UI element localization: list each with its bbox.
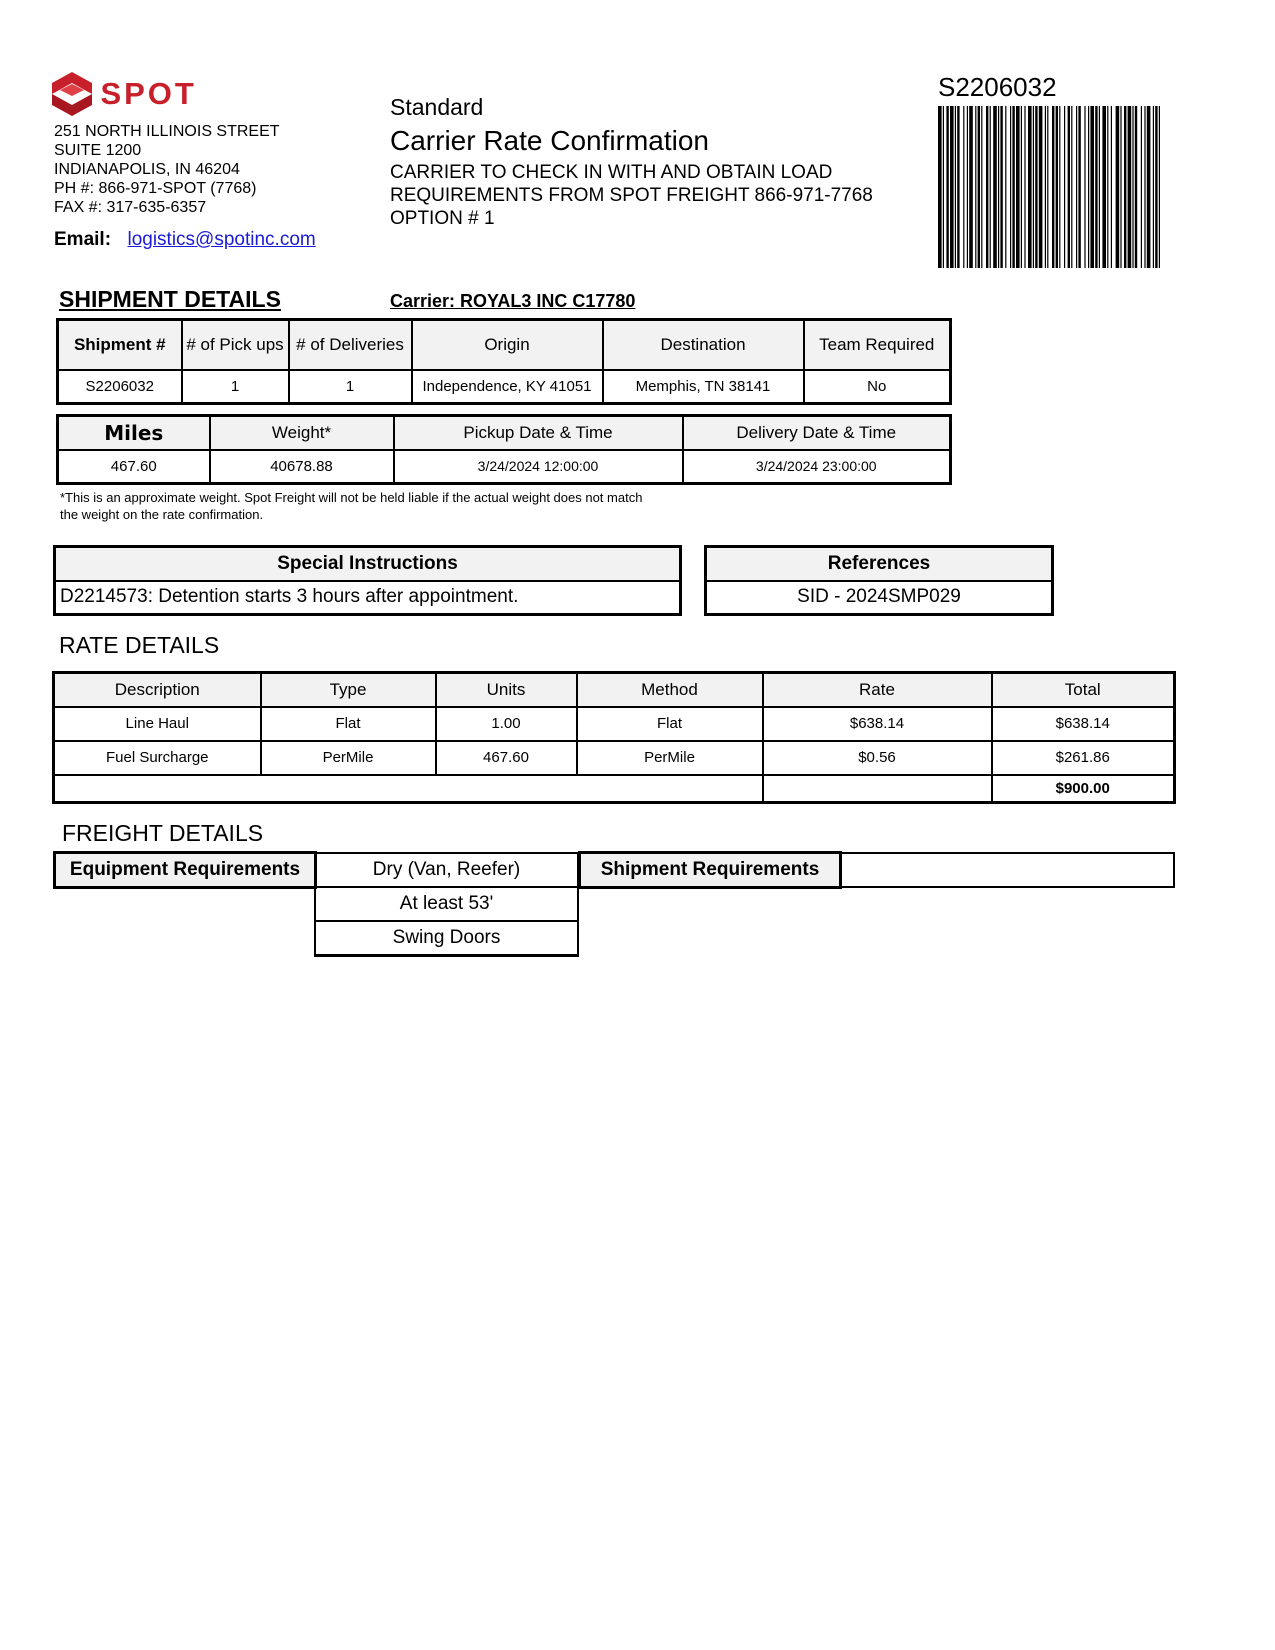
cell-destination: Memphis, TN 38141 — [603, 370, 804, 404]
cell-team-required: No — [804, 370, 951, 404]
cell-rate: $0.56 — [763, 741, 992, 775]
table-row — [58, 370, 951, 404]
cell-description: Fuel Surcharge — [54, 741, 261, 775]
shipment-table — [56, 318, 952, 405]
email-row — [54, 229, 316, 251]
rate-details-title: RATE DETAILS — [59, 632, 220, 658]
cell-total-label — [763, 775, 992, 803]
header-rate: Rate — [763, 673, 992, 707]
header-total: Total — [992, 673, 1175, 707]
shipment-number: S2206032 — [938, 72, 1057, 102]
grand-total: $900.00 — [992, 775, 1175, 803]
table-header-row — [58, 416, 951, 450]
document-type: Standard — [390, 94, 484, 120]
header-pickup-date: Pickup Date & Time — [394, 416, 683, 450]
equipment-requirements-label: Equipment Requirements — [53, 851, 317, 889]
references-table — [704, 545, 1054, 616]
header-description: Description — [54, 673, 261, 707]
references-text: SID - 2024SMP029 — [706, 581, 1053, 615]
header-team-required: Team Required — [804, 320, 951, 370]
document-title: Carrier Rate Confirmation — [390, 125, 709, 156]
header-pickups: # of Pick ups — [182, 320, 289, 370]
shipment-requirements-value — [839, 852, 1175, 888]
cell-method: Flat — [577, 707, 763, 741]
freight-details-title: FREIGHT DETAILS — [62, 820, 264, 846]
cell-delivery-date: 3/24/2024 23:00:00 — [683, 450, 951, 484]
company-logo — [52, 72, 197, 116]
header-miles: Miles — [58, 416, 210, 450]
table-row — [55, 581, 681, 615]
address-line: INDIANAPOLIS, IN 46204 — [54, 161, 240, 178]
header-shipment-number: Shipment # — [58, 320, 182, 370]
carrier-notice: CARRIER TO CHECK IN WITH AND OBTAIN LOAD REQUIREMENTS FROM SPOT FREIGHT 866-971-7768 OPTION # 1 — [390, 162, 873, 229]
email-label: Email: — [54, 229, 112, 250]
cell-miles: 467.60 — [58, 450, 210, 484]
carrier-info: Carrier: ROYAL3 INC C17780 — [390, 291, 636, 311]
cell-units: 467.60 — [436, 741, 577, 775]
cell-total: $261.86 — [992, 741, 1175, 775]
cell-total: $638.14 — [992, 707, 1175, 741]
cell-pickup-date: 3/24/2024 12:00:00 — [394, 450, 683, 484]
table-row — [54, 707, 1175, 741]
table-row — [706, 581, 1053, 615]
shipment-details-title: SHIPMENT DETAILS — [59, 286, 281, 312]
cell-shipment-number: S2206032 — [58, 370, 182, 404]
shipment-requirements-label: Shipment Requirements — [578, 851, 842, 889]
address-line: FAX #: 317-635-6357 — [54, 199, 207, 216]
table-row — [58, 450, 951, 484]
weight-disclaimer: *This is an approximate weight. Spot Freight will not be held liable if the actual weight does not match the weight on the rate confirmation. — [60, 490, 643, 522]
spot-logo-icon — [52, 72, 92, 116]
references-title: References — [706, 547, 1053, 581]
table-header-row — [58, 320, 951, 370]
empty-cell — [54, 775, 763, 803]
cell-weight: 40678.88 — [210, 450, 394, 484]
cell-type: Flat — [261, 707, 436, 741]
special-instructions-text: D2214573: Detention starts 3 hours after appointment. — [55, 581, 681, 615]
cell-units: 1.00 — [436, 707, 577, 741]
header-delivery-date: Delivery Date & Time — [683, 416, 951, 450]
cell-type: PerMile — [261, 741, 436, 775]
email-link[interactable]: logistics@spotinc.com — [127, 229, 316, 250]
table-row — [54, 741, 1175, 775]
header-deliveries: # of Deliveries — [289, 320, 412, 370]
header-method: Method — [577, 673, 763, 707]
header-destination: Destination — [603, 320, 804, 370]
address-line: SUITE 1200 — [54, 142, 142, 159]
cell-rate: $638.14 — [763, 707, 992, 741]
table-header-row — [54, 673, 1175, 707]
address-line: PH #: 866-971-SPOT (7768) — [54, 180, 257, 197]
logo-text: SPOT — [100, 76, 197, 111]
total-row — [54, 775, 1175, 803]
rate-table — [52, 671, 1176, 804]
equipment-item: At least 53' — [314, 886, 579, 920]
special-instructions-title: Special Instructions — [55, 547, 681, 581]
address-line: 251 NORTH ILLINOIS STREET — [54, 123, 280, 140]
header-weight: Weight* — [210, 416, 394, 450]
header-origin: Origin — [412, 320, 603, 370]
cell-method: PerMile — [577, 741, 763, 775]
table-header-row — [55, 547, 681, 581]
special-instructions-table — [53, 545, 682, 616]
header-units: Units — [436, 673, 577, 707]
company-address — [54, 122, 280, 217]
header-type: Type — [261, 673, 436, 707]
table-header-row — [706, 547, 1053, 581]
barcode — [938, 106, 1160, 268]
miles-weight-table — [56, 414, 952, 485]
cell-deliveries: 1 — [289, 370, 412, 404]
cell-pickups: 1 — [182, 370, 289, 404]
cell-description: Line Haul — [54, 707, 261, 741]
equipment-item: Swing Doors — [314, 920, 579, 957]
cell-origin: Independence, KY 41051 — [412, 370, 603, 404]
equipment-item: Dry (Van, Reefer) — [314, 852, 579, 886]
